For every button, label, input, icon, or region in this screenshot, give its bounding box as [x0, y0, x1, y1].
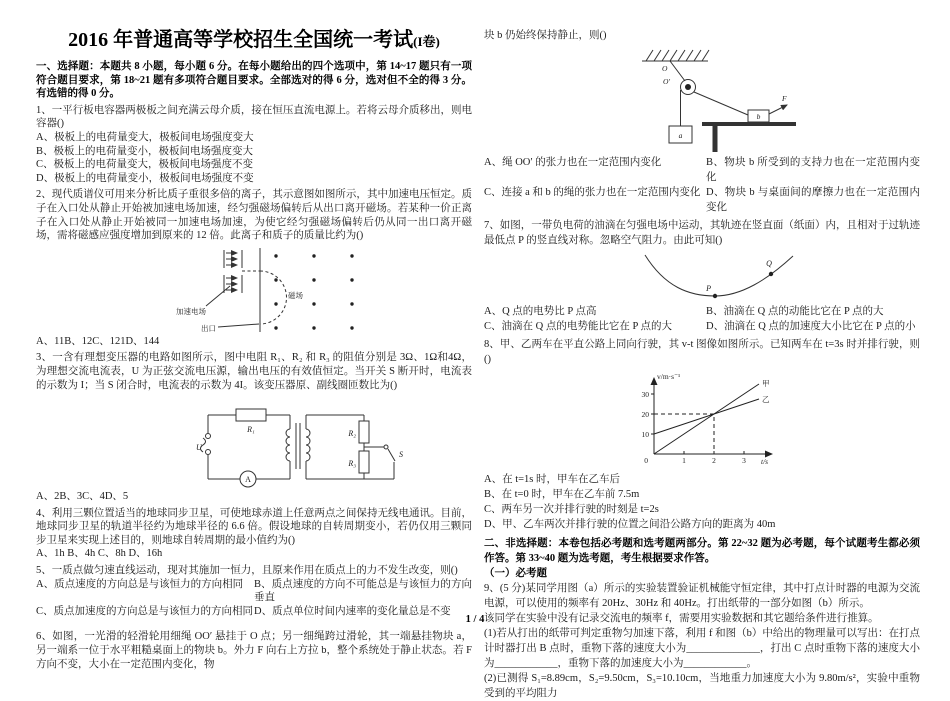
exit-label: 出口: [201, 323, 216, 333]
ammeter-label: A: [245, 475, 251, 485]
series-yi-line: [654, 399, 759, 434]
r2-label: R₂: [348, 429, 356, 439]
origin-label: 0: [644, 456, 648, 465]
question-1-option-a: A、极板上的电荷量变大，极板间电场强度变大: [36, 131, 254, 143]
y-axis-label: v/m·s⁻¹: [657, 372, 681, 381]
required-part-heading: （一）必考题: [484, 568, 547, 579]
question-6-options: [484, 155, 920, 215]
resistor-r1: [236, 409, 266, 421]
question-5-option-c: C、质点加速度的方向总是与该恒力的方向相同: [36, 605, 254, 617]
force-f-label: F: [782, 94, 787, 103]
question-6-option-a: A、绳 OO′ 的张力也在一定范围内变化: [484, 157, 662, 168]
question-7-options: [484, 304, 920, 334]
section-non-choice-heading: 二、非选择题：本卷包括必考题和选考题两部分。第 22~32 题为必考题，每个试题考生都必须作答。第 33~40 题为选考题，考生根据要求作答。: [484, 538, 920, 564]
question-2-stem: 2、现代质谱仪可用来分析比质子重很多倍的离子，其示意图如图所示，其中加速电压恒定。质子在入口处从静止开始被加速电场加速，经匀强磁场偏转后从出口离开磁场。若某种一价正离子在入口处从静止开始被同一加速电场加速，为使它经匀强磁场偏转后仍从同一出口离开磁场，需将磁感应强度增加到原来的 12 倍。此离子和质子的质量比约为(): [36, 189, 472, 242]
xtick-1: 1: [682, 456, 686, 465]
question-6-stem-continued: 块 b 仍始终保持静止，则(): [484, 30, 607, 41]
point-o-prime-label: O′: [662, 77, 670, 86]
switch-hinge: [384, 445, 388, 449]
switch-blade: [388, 449, 395, 461]
question-2-answers: A、11B、12C、121D、144: [36, 335, 160, 347]
question-9-part2: (2)已测得 S₁=8.89cm，S₂=9.50cm，S₃=10.10cm，当地重力加速度大小为 9.80m/s²，实验中重物受到的平均阻力: [484, 673, 920, 699]
point-p-label: P: [706, 284, 711, 293]
question-8-option-b: B、在 t=0 时，甲车在乙车前 7.5m: [484, 489, 640, 500]
question-3-answers: A、2B、3C、4D、5: [36, 491, 129, 503]
resistor-r3: [359, 451, 369, 473]
title-suffix: (I卷): [413, 34, 440, 49]
r3-label: R₃: [348, 459, 356, 469]
accel-field-label: 加速电场: [176, 306, 206, 316]
source-terminal-bottom: [206, 450, 211, 455]
magnetic-field-label: 磁场: [288, 290, 303, 300]
figure-droplet-trajectory: [639, 251, 920, 301]
question-6-option-b: B、物块 b 所受到的支持力也在一定范围内变化: [706, 157, 920, 183]
source-terminal-top: [206, 434, 211, 439]
question-6-stem: 6、如图，一光滑的轻滑轮用细绳 OO′ 悬挂于 O 点；另一细绳跨过滑轮，其一端悬挂物块 a，另一端系一位于水平粗糙桌面上的物块 b。外力 F 向右上方拉 b，整个系统处于静止状态。若 F 方向不变，大小在一定范围内变化，物: [36, 631, 472, 670]
question-5-options: [36, 578, 472, 619]
figure-transformer-circuit: [196, 395, 472, 487]
question-8-option-d: D、甲、乙车两次并排行驶的位置之间沿公路方向的距离为 40m: [484, 519, 776, 530]
block-a-label: a: [678, 131, 683, 140]
primary-coil: [286, 429, 290, 461]
question-6-option-c: C、连接 a 和 b 的绳的张力也在一定范围内变化: [484, 187, 701, 198]
xtick-3: 3: [742, 456, 746, 465]
question-6-option-d: D、物块 b 与桌面间的摩擦力也在一定范围内变化: [706, 187, 920, 213]
question-5-option-d: D、质点单位时间内速率的变化量总是不变: [254, 605, 451, 617]
point-o-label: O: [662, 64, 668, 73]
secondary-loop-wires: [306, 415, 394, 479]
xtick-2: 2: [712, 456, 716, 465]
figure-vt-graph: [632, 370, 920, 469]
question-7-option-c: C、油滴在 Q 点的电势能比它在 P 点的大: [484, 321, 673, 332]
question-4-answers: A、1h B、4h C、8h D、16h: [36, 548, 163, 560]
question-9-part1: (1)若从打出的纸带可判定重物匀加速下落，利用 f 和图（b）中给出的物理量可以写出：在打点计时器打出 B 点时，重物下落的速度大小为______________，打出 C 点时重物下落的速度大小为____________，重物下落的加速度大小为____________。: [484, 628, 920, 669]
title-main: 2016 年普通高等学校招生全国统一考试: [68, 29, 414, 51]
page-number: 1 / 4: [465, 614, 485, 625]
force-f-arrow: [769, 105, 787, 114]
left-column: [36, 28, 472, 671]
pulley-axle: [685, 84, 691, 90]
section-choice-heading: 一、选择题：本题共 8 小题，每小题 6 分。在每小题给出的四个选项中，第 14~17 题只有一项符合题目要求，第 18~21 题有多项符合题目要求。全部选对的得 6 分，选对但不全的得 3 分。有选错的得 0 分。: [36, 61, 472, 100]
question-7-option-b: B、油滴在 Q 点的动能比它在 P 点的大: [706, 306, 884, 317]
question-8-option-a: A、在 t=1s 时，甲车在乙车后: [484, 474, 621, 485]
r1-label: R₁: [247, 425, 255, 435]
x-axis-label: t/s: [761, 457, 769, 466]
ytick-30: 30: [641, 390, 649, 399]
rope-oo-prime: [670, 61, 685, 81]
page-title: [36, 28, 472, 54]
question-7-stem: 7、如图，一带负电荷的油滴在匀强电场中运动，其轨迹在竖直面（纸面）内，且相对于过轨迹最低点 P 的竖直线对称。忽略空气阻力。由此可知(): [484, 220, 920, 246]
secondary-coil: [306, 429, 310, 461]
question-1-option-c: C、极板上的电荷量变大，极板间电场强度不变: [36, 159, 254, 171]
question-3-stem: 3、一含有理想变压器的电路如图所示，图中电阻 R₁、R₂ 和 R₃ 的阻值分别是 3Ω、1Ω和4Ω，为理想交流电流表，U 为正弦交流电压源，输出电压的有效值恒定。当开关 S 断开时，电流表的示数为 I；当 S 闭合时，电流表的示数为 4I。该变压器原、副线圈匝数比为(): [36, 352, 472, 391]
figure-pulley-system: [622, 46, 920, 152]
question-8-option-c: C、两车另一次并排行驶的时刻是 t=2s: [484, 504, 659, 515]
accelerating-plates: [224, 250, 242, 293]
rope-to-block-b: [694, 92, 748, 115]
point-q-label: Q: [766, 259, 772, 268]
question-9-note: 该同学在实验中没有记录交流电的频率 f，需要用实验数据和其它题给条件进行推算。: [484, 613, 879, 624]
question-4-stem: 4、利用三颗位置适当的地球同步卫星，可使地球赤道上任意两点之间保持无线电通讯。目前，地球同步卫星的轨道半径约为地球半径的 6.6 倍。假设地球的自转周期变小，若仍仅用三颗同步卫星来实现上述目的，则地球自转周期的最小值约为(): [36, 507, 472, 546]
question-5-option-a: A、质点速度的方向总是与该恒力的方向相同: [36, 578, 244, 590]
question-1-option-d: D、极板上的电荷量变小，极板间电场强度不变: [36, 172, 254, 184]
series-yi-label: 乙: [762, 395, 770, 404]
resistor-r2: [359, 421, 369, 443]
question-7-option-d: D、油滴在 Q 点的加速度大小比它在 P 点的小: [706, 321, 916, 332]
right-column: [484, 28, 920, 701]
question-7-option-a: A、Q 点的电势比 P 点高: [484, 306, 597, 317]
source-label: U: [196, 443, 202, 453]
ion-trajectory-arc: [260, 271, 287, 324]
exit-label-leader: [218, 324, 259, 327]
point-p-dot: [713, 294, 717, 298]
ytick-20: 20: [641, 410, 649, 419]
question-5-option-b: B、质点速度的方向不可能总是与该恒力的方向垂直: [254, 578, 472, 604]
ytick-10: 10: [641, 430, 649, 439]
point-q-dot: [769, 272, 773, 276]
ceiling-hatching: [642, 50, 709, 61]
question-9-stem: 9、(5 分)某同学用图（a）所示的实验装置验证机械能守恒定律，其中打点计时器的电源为交流电源，可以使用的频率有 20Hz、30Hz 和 40Hz。打出纸带的一部分如图（b）所示。: [484, 583, 920, 609]
series-jia-label: 甲: [762, 379, 770, 388]
question-8-stem: 8、甲、乙两车在平直公路上同向行驶，其 v-t 图像如图所示。已知两车在 t=3s 时并排行驶，则(): [484, 339, 920, 365]
figure-mass-spectrometer: [174, 246, 472, 332]
question-1-stem: 1、一平行板电容器两极板之间充满云母介质，接在恒压直流电源上。若将云母介质移出，则电容器(): [36, 104, 472, 130]
question-1-option-b: B、极板上的电荷量变小，极板间电场强度变大: [36, 145, 254, 157]
question-5-stem: 5、一质点做匀速直线运动，现对其施加一恒力，且原来作用在质点上的力不发生改变，则(): [36, 565, 458, 577]
switch-label: S: [399, 450, 403, 460]
accel-label-leader: [206, 286, 230, 306]
series-jia-line: [654, 384, 759, 454]
block-b-label: b: [756, 112, 761, 121]
